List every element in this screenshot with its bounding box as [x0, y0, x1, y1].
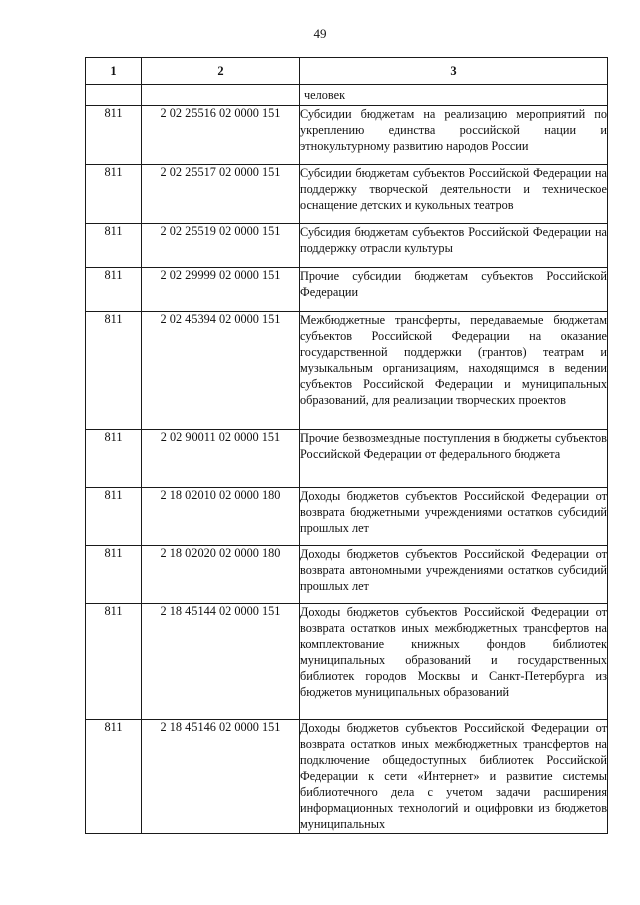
budget-code-cell: 2 02 25519 02 0000 151 — [142, 224, 300, 268]
table-row — [86, 488, 608, 546]
budget-code-cell: 2 02 29999 02 0000 151 — [142, 268, 300, 312]
admin-code-cell: 811 — [86, 268, 142, 312]
revenue-name-cell: Субсидия бюджетам субъектов Российской Федерации на поддержку отрасли культуры — [300, 224, 608, 268]
budget-code-cell: 2 18 45144 02 0000 151 — [142, 604, 300, 720]
revenue-name-cell: Доходы бюджетов субъектов Российской Федерации от возврата автономными учреждениями остатков субсидий прошлых лет — [300, 546, 608, 604]
admin-code-cell: 811 — [86, 224, 142, 268]
revenue-name-cell: Субсидии бюджетам субъектов Российской Федерации на поддержку творческой деятельности и техническое оснащение детских и кукольных театров — [300, 165, 608, 224]
continuation-row — [86, 85, 608, 106]
admin-code-cell: 811 — [86, 165, 142, 224]
column-header-name: 3 — [300, 58, 608, 85]
table-row — [86, 106, 608, 165]
revenue-name-cell: Прочие безвозмездные поступления в бюджеты субъектов Российской Федерации от федерального бюджета — [300, 430, 608, 488]
budget-code-cell: 2 02 90011 02 0000 151 — [142, 430, 300, 488]
table-row — [86, 224, 608, 268]
admin-code-cell: 811 — [86, 546, 142, 604]
admin-code-cell: 811 — [86, 312, 142, 430]
table-row — [86, 720, 608, 834]
budget-code-cell: 2 02 25517 02 0000 151 — [142, 165, 300, 224]
admin-code-cell: 811 — [86, 720, 142, 834]
budget-code-cell: 2 18 45146 02 0000 151 — [142, 720, 300, 834]
continuation-admin-cell — [86, 85, 142, 106]
budget-code-cell: 2 18 02020 02 0000 180 — [142, 546, 300, 604]
budget-code-cell: 2 02 25516 02 0000 151 — [142, 106, 300, 165]
table-row — [86, 604, 608, 720]
admin-code-cell: 811 — [86, 604, 142, 720]
admin-code-cell: 811 — [86, 430, 142, 488]
table-row — [86, 165, 608, 224]
table-row — [86, 430, 608, 488]
revenue-name-cell: Прочие субсидии бюджетам субъектов Российской Федерации — [300, 268, 608, 312]
continuation-name-cell: человек — [300, 85, 608, 106]
table-row — [86, 268, 608, 312]
table-row — [86, 312, 608, 430]
page-number: 49 — [313, 26, 327, 41]
column-header-code: 2 — [142, 58, 300, 85]
continuation-code-cell — [142, 85, 300, 106]
budget-code-cell: 2 18 02010 02 0000 180 — [142, 488, 300, 546]
budget-code-cell: 2 02 45394 02 0000 151 — [142, 312, 300, 430]
revenue-name-cell: Доходы бюджетов субъектов Российской Федерации от возврата бюджетными учреждениями остатков субсидий прошлых лет — [300, 488, 608, 546]
admin-code-cell: 811 — [86, 106, 142, 165]
admin-code-cell: 811 — [86, 488, 142, 546]
column-header-admin: 1 — [86, 58, 142, 85]
revenue-name-cell: Доходы бюджетов субъектов Российской Федерации от возврата остатков иных межбюджетных трансфертов на комплектование книжных фондов библиотек муниципальных образований и государственных библиотек городов Москвы и Санкт-Петербурга из бюджетов муниципальных образований — [300, 604, 608, 720]
header-row — [86, 58, 608, 85]
revenue-name-cell: Межбюджетные трансферты, передаваемые бюджетам субъектов Российской Федерации на оказание государственной поддержки (грантов) театрам и музыкальным организациям, находящимся в ведении субъектов Российской Федерации и муниципальных образований, для реализации творческих проектов — [300, 312, 608, 430]
table-row — [86, 546, 608, 604]
revenue-name-cell: Доходы бюджетов субъектов Российской Федерации от возврата остатков иных межбюджетных трансфертов на подключение общедоступных библиотек Российской Федерации к сети «Интернет» и развитие системы библиотечного дела с учетом задачи расширения информационных технологий и оцифровки из бюджетов муниципальных — [300, 720, 608, 834]
revenue-codes-table — [85, 57, 608, 834]
revenue-name-cell: Субсидии бюджетам на реализацию мероприятий по укреплению единства российской нации и этнокультурному развитию народов России — [300, 106, 608, 165]
